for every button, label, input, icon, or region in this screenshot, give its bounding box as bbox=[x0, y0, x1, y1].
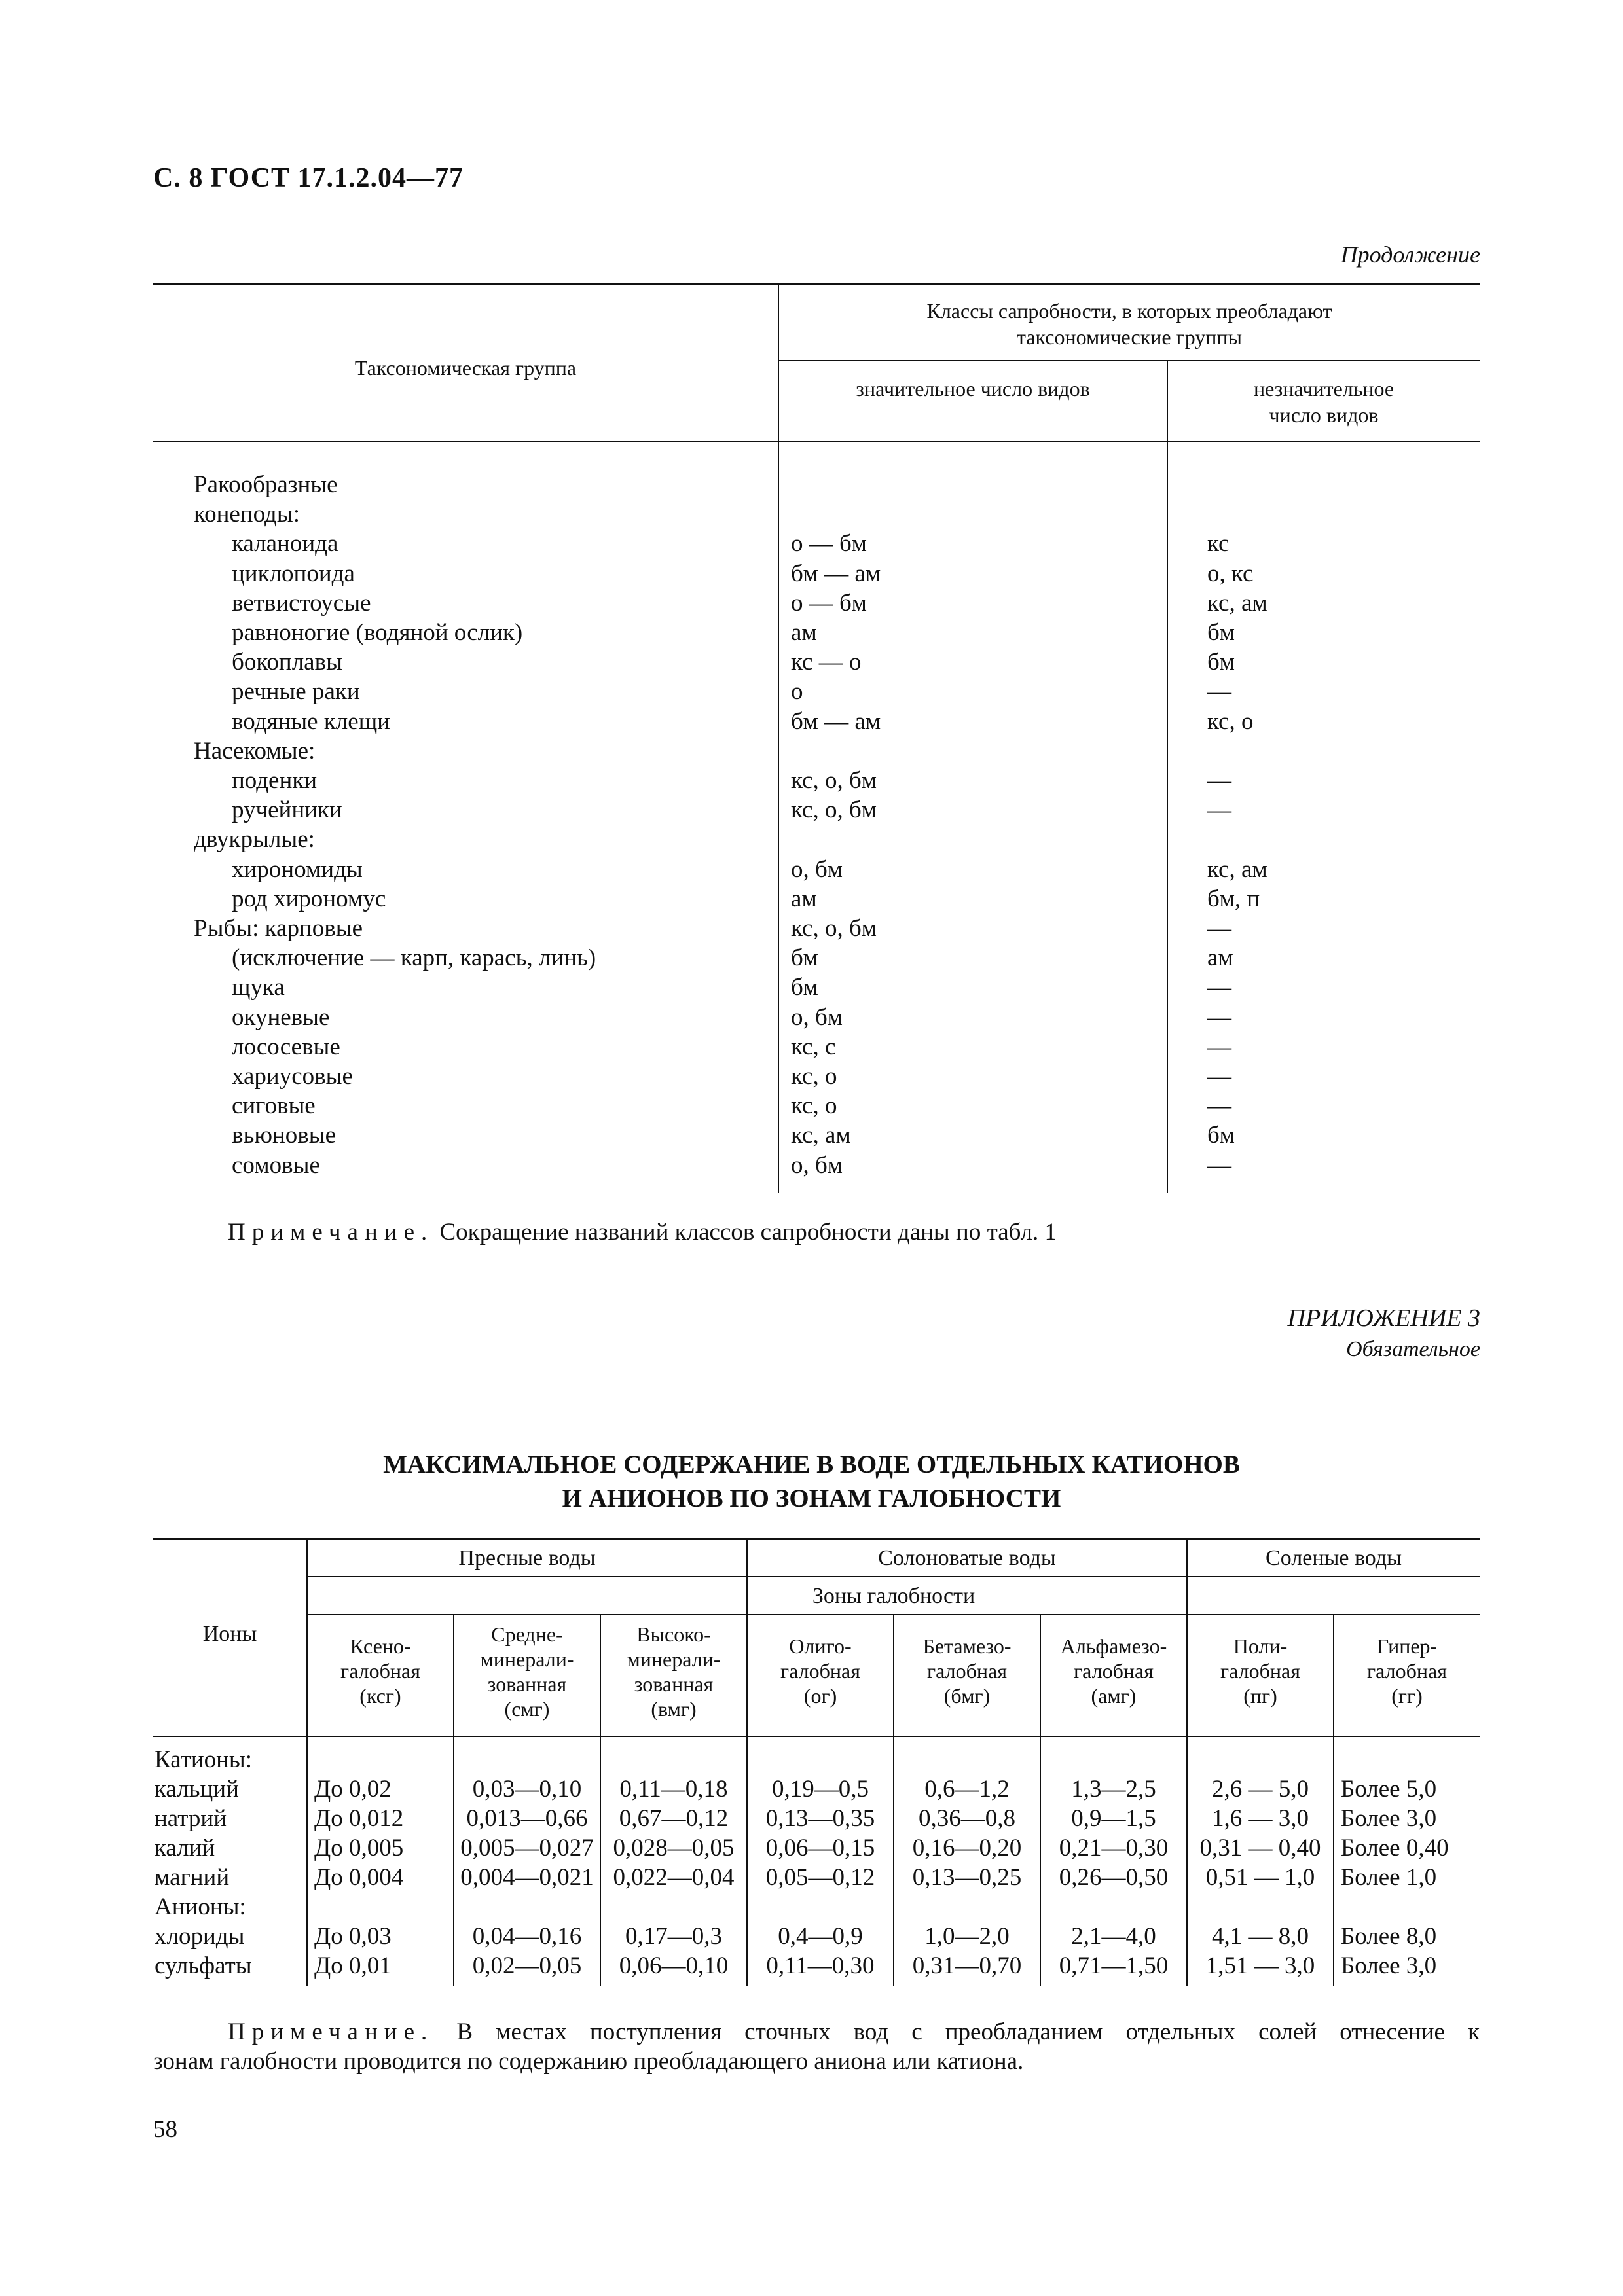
ion-content-value: Более 1,0 bbox=[1341, 1864, 1437, 1891]
zone-header-line: (смг) bbox=[504, 1697, 550, 1721]
saprobity-few: кс, ам bbox=[1207, 590, 1267, 617]
appendix-title: ПРИЛОЖЕНИЕ 3 bbox=[1287, 1304, 1480, 1332]
saprobity-many: кс, с bbox=[791, 1033, 836, 1060]
table1-header-few-line1: незначительное bbox=[1253, 377, 1395, 401]
saprobity-few: о, кс bbox=[1207, 560, 1254, 587]
saprobity-few: — bbox=[1207, 678, 1231, 705]
ion-content-value: 0,02—0,05 bbox=[472, 1952, 582, 1979]
note-text: В местах поступления сточных вод с преобладанием отдельных солей отнесение к bbox=[456, 2018, 1480, 2045]
zone-header-line: галобная bbox=[1367, 1659, 1447, 1683]
saprobity-many: кс, о bbox=[791, 1063, 837, 1090]
ion-content-value: 0,67—0,12 bbox=[619, 1805, 729, 1832]
ion-content-value: 0,11—0,18 bbox=[619, 1776, 728, 1803]
taxon-name: род хирономус bbox=[232, 886, 386, 912]
ion-content-value: 0,06—0,10 bbox=[619, 1952, 729, 1979]
zone-header-line: галобная bbox=[780, 1659, 860, 1683]
taxon-name: хариусовые bbox=[232, 1063, 353, 1090]
taxon-name: (исключение — карп, карась, линь) bbox=[232, 944, 596, 971]
ion-content-value: 0,21—0,30 bbox=[1059, 1835, 1169, 1861]
zone-header-line: Поли- bbox=[1233, 1634, 1288, 1658]
ion-content-value: 0,05—0,12 bbox=[765, 1864, 875, 1891]
zone-header-line: Высоко- bbox=[636, 1623, 711, 1646]
appendix-label bbox=[1288, 1302, 1480, 1365]
saprobity-many: о bbox=[791, 678, 803, 705]
taxon-name: окуневые bbox=[232, 1004, 330, 1031]
saprobity-few: — bbox=[1207, 974, 1231, 1001]
table2-header-brackish: Солоноватые воды bbox=[878, 1546, 1056, 1570]
ion-content-value: 0,022—0,04 bbox=[613, 1864, 735, 1891]
table1-subheader-rule bbox=[778, 360, 1480, 361]
ion-content-value: До 0,02 bbox=[314, 1776, 392, 1803]
table1-header-taxon: Таксономическая группа bbox=[354, 356, 577, 380]
table2-top-border bbox=[153, 1538, 1480, 1540]
ion-content-value: До 0,01 bbox=[314, 1952, 392, 1979]
table2-header-ions: Ионы bbox=[202, 1622, 257, 1646]
table2-header-bottom-rule bbox=[153, 1736, 1480, 1737]
taxon-name: поденки bbox=[232, 767, 318, 794]
saprobity-few: ам bbox=[1207, 944, 1233, 971]
zone-header-line: Ксено- bbox=[350, 1634, 411, 1658]
zone-header-line: минерали- bbox=[480, 1647, 574, 1671]
table2-note bbox=[153, 2017, 1480, 2076]
saprobity-few: — bbox=[1207, 767, 1231, 794]
ion-content-value: 0,004—0,021 bbox=[460, 1864, 594, 1891]
taxon-name: двукрылые: bbox=[194, 826, 315, 853]
ion-name: магний bbox=[155, 1864, 230, 1891]
table1-header-few bbox=[1168, 376, 1480, 428]
table1-col-divider-1 bbox=[778, 283, 779, 1193]
saprobity-many: кс, о, бм bbox=[791, 767, 877, 794]
taxon-name: сиговые bbox=[232, 1092, 316, 1119]
table2-note-line1 bbox=[153, 2017, 1480, 2047]
ion-content-value: 0,6—1,2 bbox=[924, 1776, 1010, 1803]
saprobity-few: — bbox=[1207, 1152, 1231, 1179]
zone-header-line: (бмг) bbox=[943, 1684, 991, 1708]
saprobity-few: бм bbox=[1207, 619, 1235, 646]
saprobity-many: о, бм bbox=[791, 1004, 843, 1031]
saprobity-few: — bbox=[1207, 1004, 1231, 1031]
saprobity-many: о — бм bbox=[791, 530, 867, 557]
saprobity-few: бм bbox=[1207, 1122, 1235, 1149]
ion-content-value: 1,3—2,5 bbox=[1071, 1776, 1156, 1803]
zone-header bbox=[1188, 1634, 1333, 1708]
zone-header-line: (пг) bbox=[1243, 1684, 1277, 1708]
saprobity-many: ам bbox=[791, 886, 817, 912]
ion-content-value: 0,06—0,15 bbox=[765, 1835, 875, 1861]
zone-header-line: (гг) bbox=[1391, 1684, 1423, 1708]
saprobity-many: о, бм bbox=[791, 856, 843, 883]
ion-content-value: 1,6 — 3,0 bbox=[1212, 1805, 1309, 1832]
ion-content-value: 0,03—0,10 bbox=[472, 1776, 582, 1803]
saprobity-many: кс, о, бм bbox=[791, 797, 877, 823]
saprobity-many: кс, о bbox=[791, 1092, 837, 1119]
ion-content-value: 0,31 — 0,40 bbox=[1199, 1835, 1321, 1861]
table2-title bbox=[0, 1448, 1623, 1516]
table1-header-group bbox=[779, 298, 1480, 350]
table2-title-line1: МАКСИМАЛЬНОЕ СОДЕРЖАНИЕ В ВОДЕ ОТДЕЛЬНЫХ КАТИОНОВ bbox=[383, 1450, 1240, 1479]
taxon-name: равноногие (водяной ослик) bbox=[232, 619, 523, 646]
ion-content-value: 0,11—0,30 bbox=[766, 1952, 875, 1979]
ion-content-value: 0,005—0,027 bbox=[460, 1835, 594, 1861]
saprobity-many: о, бм bbox=[791, 1152, 843, 1179]
taxon-name: каланоида bbox=[232, 530, 338, 557]
ion-name: сульфаты bbox=[155, 1952, 252, 1979]
zone-header-line: Олиго- bbox=[789, 1634, 852, 1658]
taxon-name: водяные клещи bbox=[232, 708, 390, 735]
zone-header-line: Гипер- bbox=[1376, 1634, 1438, 1658]
table1-top-border bbox=[153, 283, 1480, 285]
saprobity-many: бм bbox=[791, 944, 818, 971]
saprobity-few: кс, ам bbox=[1207, 856, 1267, 883]
appendix-status: Обязательное bbox=[1346, 1337, 1480, 1361]
saprobity-many: кс — о bbox=[791, 649, 862, 675]
table1-col-divider-2 bbox=[1167, 360, 1168, 1193]
zone-header-line: (вмг) bbox=[651, 1697, 697, 1721]
zone-header-line: галобная bbox=[340, 1659, 420, 1683]
ion-content-value: 1,51 — 3,0 bbox=[1205, 1952, 1315, 1979]
taxon-name: ветвистоусые bbox=[232, 590, 371, 617]
zone-header-line: (ксг) bbox=[359, 1684, 401, 1708]
ion-content-value: 0,04—0,16 bbox=[472, 1923, 582, 1950]
ion-name: натрий bbox=[155, 1805, 227, 1832]
zone-header-line: Бетамезо- bbox=[922, 1634, 1012, 1658]
taxon-name: ручейники bbox=[232, 797, 342, 823]
ion-content-value: 0,31—0,70 bbox=[912, 1952, 1022, 1979]
ion-name: кальций bbox=[155, 1776, 239, 1803]
table2-header-fresh: Пресные воды bbox=[458, 1546, 596, 1570]
taxon-name: речные раки bbox=[232, 678, 360, 705]
ion-content-value: До 0,004 bbox=[314, 1864, 404, 1891]
ion-content-value: Более 0,40 bbox=[1341, 1835, 1449, 1861]
page-number: 58 bbox=[153, 2116, 177, 2143]
taxon-name: циклопоида bbox=[232, 560, 355, 587]
ion-content-value: 4,1 — 8,0 bbox=[1212, 1923, 1309, 1950]
zone-header bbox=[454, 1622, 600, 1721]
zone-header-line: зованная bbox=[634, 1672, 714, 1696]
ion-content-value: До 0,03 bbox=[314, 1923, 392, 1950]
table2-note-line2: зонам галобности проводится по содержанию преобладающего аниона или катиона. bbox=[153, 2048, 1024, 2075]
saprobity-many: ам bbox=[791, 619, 817, 646]
taxon-name: Насекомые: bbox=[194, 738, 316, 764]
taxon-name: Рыбы: карповые bbox=[194, 915, 363, 942]
ion-content-value: 0,17—0,3 bbox=[625, 1923, 722, 1950]
note-text: Сокращение названий классов сапробности даны по табл. 1 bbox=[439, 1219, 1057, 1246]
ion-content-value: 0,013—0,66 bbox=[466, 1805, 588, 1832]
ion-content-value: 0,36—0,8 bbox=[919, 1805, 1015, 1832]
taxon-name: сомовые bbox=[232, 1152, 320, 1179]
saprobity-many: бм bbox=[791, 974, 818, 1001]
ion-content-value: 0,16—0,20 bbox=[912, 1835, 1022, 1861]
ion-content-value: 0,4—0,9 bbox=[778, 1923, 863, 1950]
saprobity-few: — bbox=[1207, 915, 1231, 942]
taxon-name: конеподы: bbox=[194, 501, 301, 528]
note-label: Примечание. bbox=[228, 2018, 434, 2045]
zone-header bbox=[601, 1622, 746, 1721]
table1-note bbox=[228, 1217, 1057, 1247]
zone-header-line: (ог) bbox=[803, 1684, 837, 1708]
table1-header-many: значительное число видов bbox=[856, 377, 1090, 401]
taxon-name: бокоплавы bbox=[232, 649, 342, 675]
zone-header-line: (амг) bbox=[1091, 1684, 1137, 1708]
saprobity-many: о — бм bbox=[791, 590, 867, 617]
zone-header-line: зованная bbox=[487, 1672, 567, 1696]
ion-name: Катионы: bbox=[155, 1746, 253, 1773]
zone-header-line: галобная bbox=[927, 1659, 1007, 1683]
ion-content-value: Более 3,0 bbox=[1341, 1952, 1437, 1979]
saprobity-many: бм — ам bbox=[791, 708, 881, 735]
zone-header bbox=[1334, 1634, 1480, 1708]
zone-header-line: Средне- bbox=[491, 1623, 563, 1646]
taxon-name: Ракообразные bbox=[194, 471, 338, 498]
ion-content-value: 0,028—0,05 bbox=[613, 1835, 735, 1861]
saprobity-few: бм, п bbox=[1207, 886, 1260, 912]
saprobity-many: бм — ам bbox=[791, 560, 881, 587]
ion-content-value: 2,6 — 5,0 bbox=[1212, 1776, 1309, 1803]
saprobity-many: кс, ам bbox=[791, 1122, 851, 1149]
ion-content-value: 1,0—2,0 bbox=[924, 1923, 1010, 1950]
continuation-label: Продолжение bbox=[1340, 242, 1480, 268]
ion-content-value: До 0,012 bbox=[314, 1805, 404, 1832]
taxon-name: вьюновые bbox=[232, 1122, 337, 1149]
table2-title-line2: И АНИОНОВ ПО ЗОНАМ ГАЛОБНОСТИ bbox=[562, 1484, 1061, 1513]
saprobity-few: кс bbox=[1207, 530, 1230, 557]
saprobity-many: кс, о, бм bbox=[791, 915, 877, 942]
zone-header-line: минерали- bbox=[627, 1647, 721, 1671]
saprobity-few: — bbox=[1207, 1092, 1231, 1119]
ion-content-value: Более 3,0 bbox=[1341, 1805, 1437, 1832]
ion-content-value: 0,51 — 1,0 bbox=[1205, 1864, 1315, 1891]
saprobity-few: бм bbox=[1207, 649, 1235, 675]
ion-name: калий bbox=[155, 1835, 215, 1861]
taxon-name: щука bbox=[232, 974, 285, 1001]
table2-header-zones: Зоны галобности bbox=[812, 1584, 976, 1608]
zone-header bbox=[748, 1634, 893, 1708]
saprobity-few: — bbox=[1207, 797, 1231, 823]
zone-header bbox=[1041, 1634, 1186, 1708]
note-label: Примечание. bbox=[228, 1219, 434, 1246]
ion-content-value: 0,13—0,35 bbox=[765, 1805, 875, 1832]
zone-header-line: галобная bbox=[1220, 1659, 1300, 1683]
table1-header-group-line1: Классы сапробности, в которых преобладают bbox=[926, 299, 1332, 323]
ion-name: Анионы: bbox=[155, 1893, 246, 1920]
ion-content-value: 0,26—0,50 bbox=[1059, 1864, 1169, 1891]
taxon-name: хирономиды bbox=[232, 856, 363, 883]
ion-content-value: До 0,005 bbox=[314, 1835, 404, 1861]
table1-header-few-line2: число видов bbox=[1269, 403, 1379, 427]
zone-header-line: галобная bbox=[1074, 1659, 1154, 1683]
ion-name: хлориды bbox=[155, 1923, 245, 1950]
saprobity-few: — bbox=[1207, 1063, 1231, 1090]
table2-rule-groups bbox=[306, 1576, 1480, 1577]
zone-header-line: Альфамезо- bbox=[1060, 1634, 1167, 1658]
table2-header-saline: Соленые воды bbox=[1266, 1546, 1402, 1570]
saprobity-few: — bbox=[1207, 1033, 1231, 1060]
table1-header-group-line2: таксономические группы bbox=[1016, 325, 1243, 349]
ion-content-value: Более 8,0 bbox=[1341, 1923, 1437, 1950]
taxon-name: лососевые bbox=[232, 1033, 340, 1060]
page-header: С. 8 ГОСТ 17.1.2.04—77 bbox=[153, 163, 464, 193]
ion-content-value: 2,1—4,0 bbox=[1071, 1923, 1156, 1950]
ion-content-value: 0,19—0,5 bbox=[772, 1776, 869, 1803]
ion-content-value: 0,71—1,50 bbox=[1059, 1952, 1169, 1979]
ion-content-value: 0,13—0,25 bbox=[912, 1864, 1022, 1891]
saprobity-few: кс, о bbox=[1207, 708, 1254, 735]
zone-header bbox=[894, 1634, 1040, 1708]
ion-content-value: Более 5,0 bbox=[1341, 1776, 1437, 1803]
ion-content-value: 0,9—1,5 bbox=[1071, 1805, 1156, 1832]
table1-header-bottom-rule bbox=[153, 441, 1480, 442]
zone-header bbox=[308, 1634, 453, 1708]
